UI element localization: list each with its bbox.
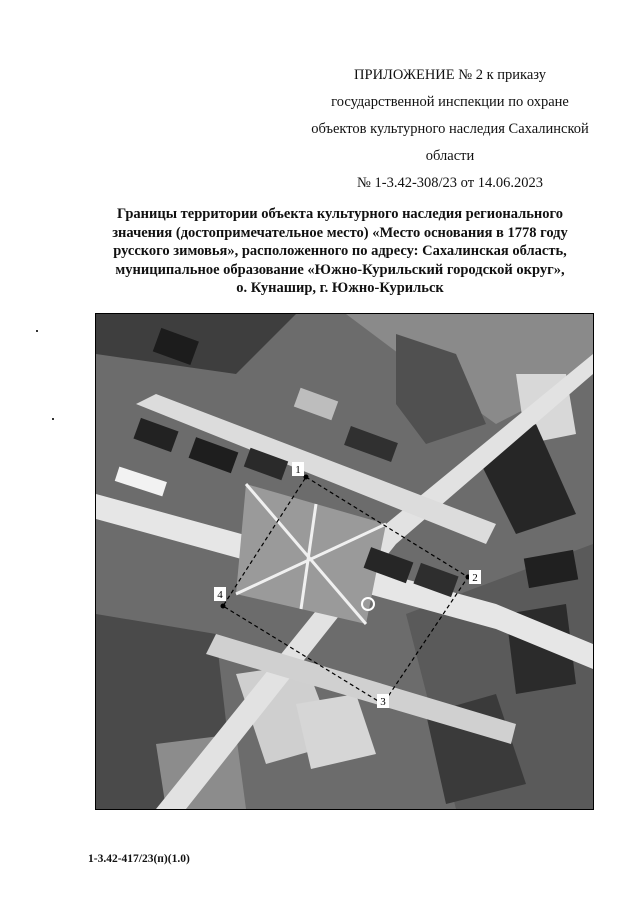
point-label: 2 xyxy=(472,572,478,584)
appendix-order-number: № 1-3.42-308/23 от 14.06.2023 xyxy=(357,175,543,191)
boundary-point-3 xyxy=(377,694,389,708)
scan-speck xyxy=(52,418,54,420)
map-image xyxy=(96,314,593,809)
satellite-map xyxy=(95,313,594,810)
appendix-line: объектов культурного наследия Сахалинской xyxy=(311,121,589,137)
point-label: 4 xyxy=(217,589,223,601)
document-code: 1-3.42-417/23(п)(1.0) xyxy=(88,853,190,865)
title-line: о. Кунашир, г. Южно-Курильск xyxy=(236,280,444,296)
appendix-line: ПРИЛОЖЕНИЕ № 2 к приказу xyxy=(354,67,546,83)
title-line: значения (достопримечательное место) «Место основания в 1778 году xyxy=(112,224,568,241)
appendix-header xyxy=(270,62,630,197)
point-label: 3 xyxy=(380,696,386,708)
title-line: Границы территории объекта культурного наследия регионального xyxy=(117,206,563,222)
appendix-line: государственной инспекции по охране xyxy=(331,94,569,110)
appendix-line: области xyxy=(425,148,475,164)
point-label: 1 xyxy=(295,464,301,476)
document-title xyxy=(70,205,610,298)
title-line: муниципальное образование «Южно-Курильский городской округ», xyxy=(115,261,565,278)
title-line: русского зимовья», расположенного по адресу: Сахалинская область, xyxy=(113,243,567,259)
scan-speck xyxy=(36,330,38,332)
